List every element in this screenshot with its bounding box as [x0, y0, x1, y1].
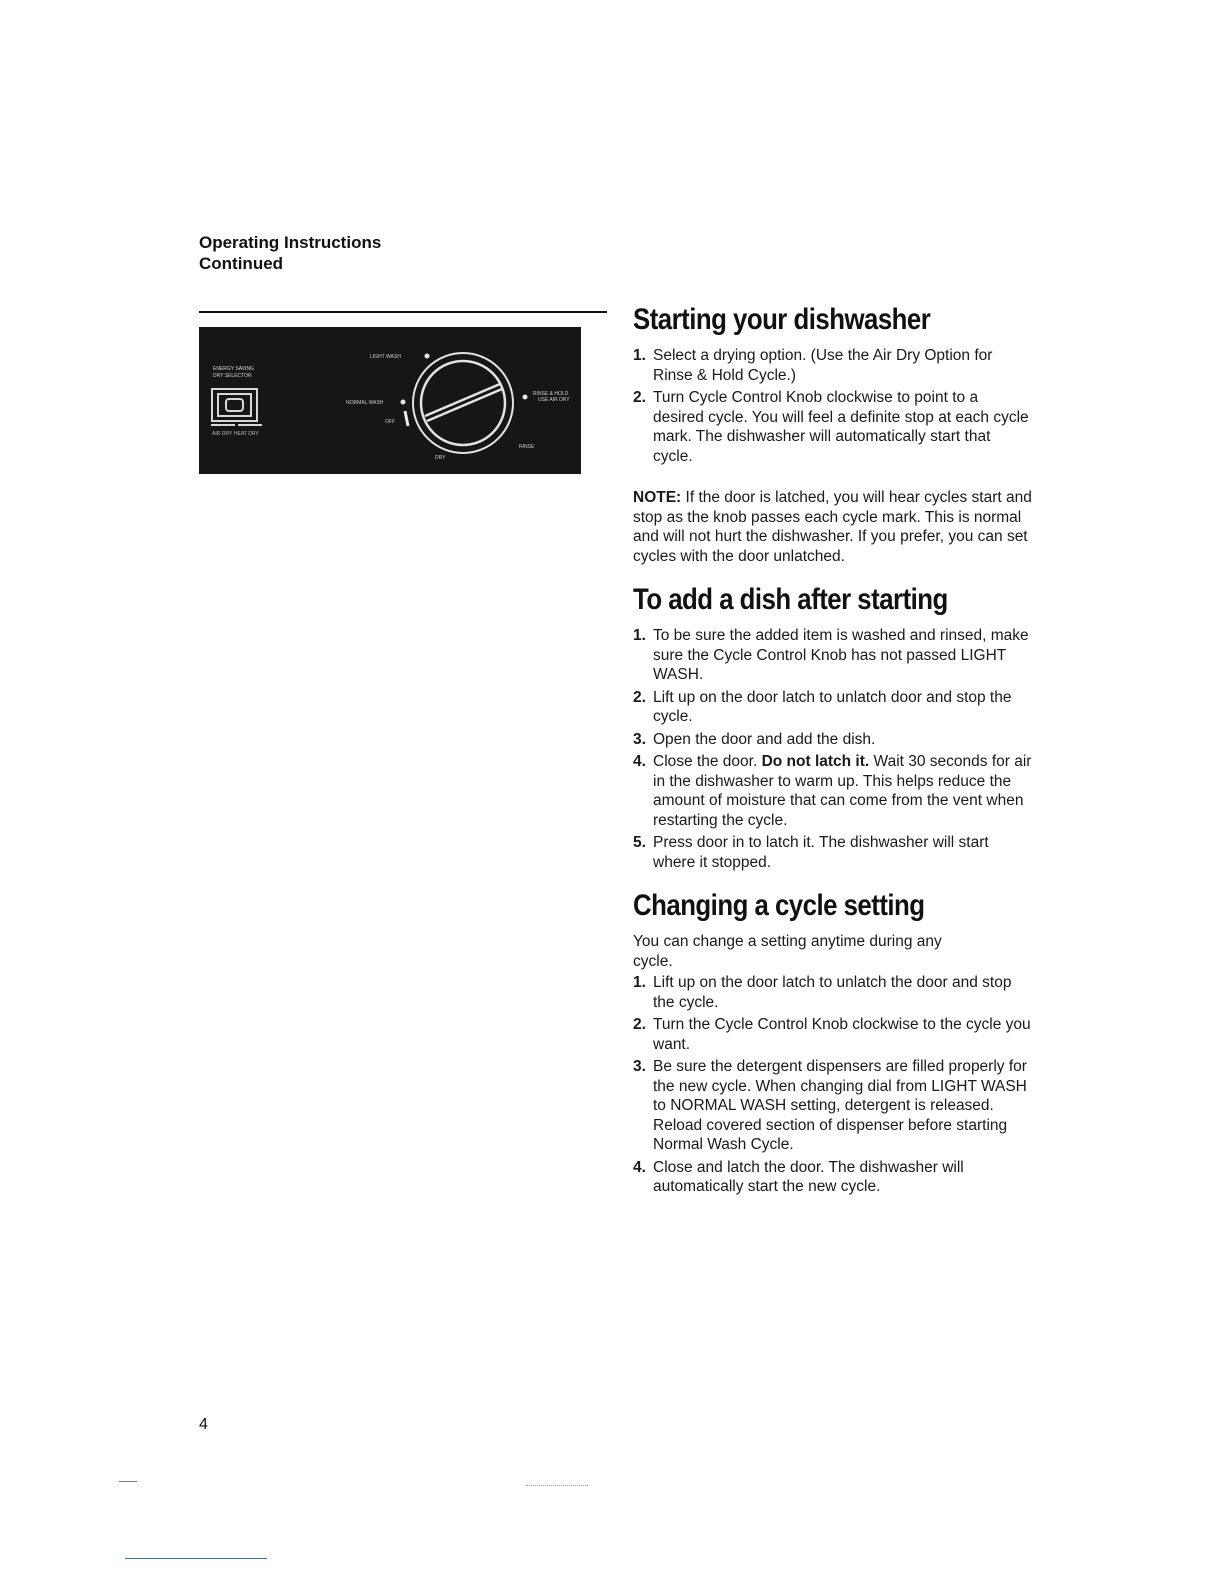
starting-steps	[633, 346, 1033, 466]
list-item: 4. Close and latch the door. The dishwasher will automatically start the new cycle.	[633, 1158, 964, 1195]
scan-mark	[526, 1485, 588, 1486]
energy-saving-label: ENERGY SAVING	[213, 366, 254, 372]
control-panel-illustration	[199, 327, 581, 474]
normal-wash-dot	[401, 400, 406, 405]
dry-label: DRY	[435, 455, 446, 461]
dry-selector-label: DRY SELECTOR	[213, 373, 252, 379]
section-header	[199, 232, 381, 274]
heat-dry-indicator	[238, 424, 262, 426]
note-label: NOTE:	[633, 489, 682, 506]
light-wash-dot	[425, 354, 430, 359]
note-paragraph: NOTE: If the door is latched, you will hear cycles start and stop as the knob passes each cycle mark. This is normal and will not hurt the dishwasher. If you prefer, you can set cycles with the door unlatched.	[633, 489, 1032, 565]
starting-heading: Starting your dishwasher	[633, 303, 931, 336]
dry-selector-switch[interactable]	[212, 389, 257, 421]
list-item: 2. Turn the Cycle Control Knob clockwise to the cycle you want.	[633, 1016, 1031, 1053]
list-item: 3. Open the door and add the dish.	[633, 730, 876, 748]
page-number: 4	[199, 1416, 208, 1433]
list-item: 5. Press door in to latch it. The dishwasher will start where it stopped.	[633, 834, 989, 871]
rinse-hold-label: RINSE & HOLD	[533, 391, 569, 397]
list-item: 2. Lift up on the door latch to unlatch door and stop the cycle.	[633, 688, 1012, 725]
normal-wash-label: NORMAL WASH	[346, 400, 384, 406]
warning-text: Do not latch it.	[761, 753, 870, 770]
heat-dry-label: HEAT DRY	[234, 431, 259, 437]
add-dish-heading: To add a dish after starting	[633, 583, 948, 616]
air-dry-indicator	[211, 424, 235, 426]
add-dish-steps	[633, 626, 1033, 872]
off-mark	[405, 411, 408, 426]
air-dry-label: AIR DRY	[212, 431, 233, 437]
cycle-control-knob[interactable]	[413, 353, 513, 453]
changing-heading: Changing a cycle setting	[633, 889, 925, 922]
list-item: 1. Select a drying option. (Use the Air Dry Option for Rinse & Hold Cycle.)	[633, 347, 993, 384]
list-item: 1. To be sure the added item is washed and rinsed, make sure the Cycle Control Knob has not passed LIGHT WASH.	[633, 627, 1029, 683]
footer-rule	[125, 1558, 267, 1559]
scan-mark	[119, 1481, 137, 1482]
changing-steps	[633, 973, 1033, 1197]
rinse-label: RINSE	[519, 444, 535, 450]
list-item: 1. Lift up on the door latch to unlatch the door and stop the cycle.	[633, 974, 1012, 1011]
off-label: OFF	[385, 419, 395, 425]
list-item: 3. Be sure the detergent dispensers are filled properly for the new cycle. When changing dial from LIGHT WASH to NORMAL WASH setting, detergent is released. Reload covered section of dispenser before starting Normal Wash Cycle.	[633, 1058, 1027, 1153]
rinse-hold-dot	[523, 395, 528, 400]
list-item: 4. Close the door. Do not latch it. Wait 30 seconds for air in the dishwasher to warm up. This helps reduce the amount of moisture that can come from the vent when restarting the cycle.	[633, 753, 1032, 829]
light-wash-label: LIGHT WASH	[370, 354, 401, 360]
list-item: 2. Turn Cycle Control Knob clockwise to point to a desired cycle. You will feel a definite stop at each cycle mark. The dishwasher will automatically start that cycle.	[633, 389, 1029, 465]
section-header-subtitle: Continued	[199, 254, 284, 273]
section-header-title: Operating Instructions	[199, 233, 382, 252]
instructions-column	[633, 300, 1033, 1200]
top-divider	[199, 311, 607, 313]
changing-intro: You can change a setting anytime during any cycle.	[633, 933, 942, 970]
use-air-dry-label: USE AIR DRY	[538, 397, 570, 403]
